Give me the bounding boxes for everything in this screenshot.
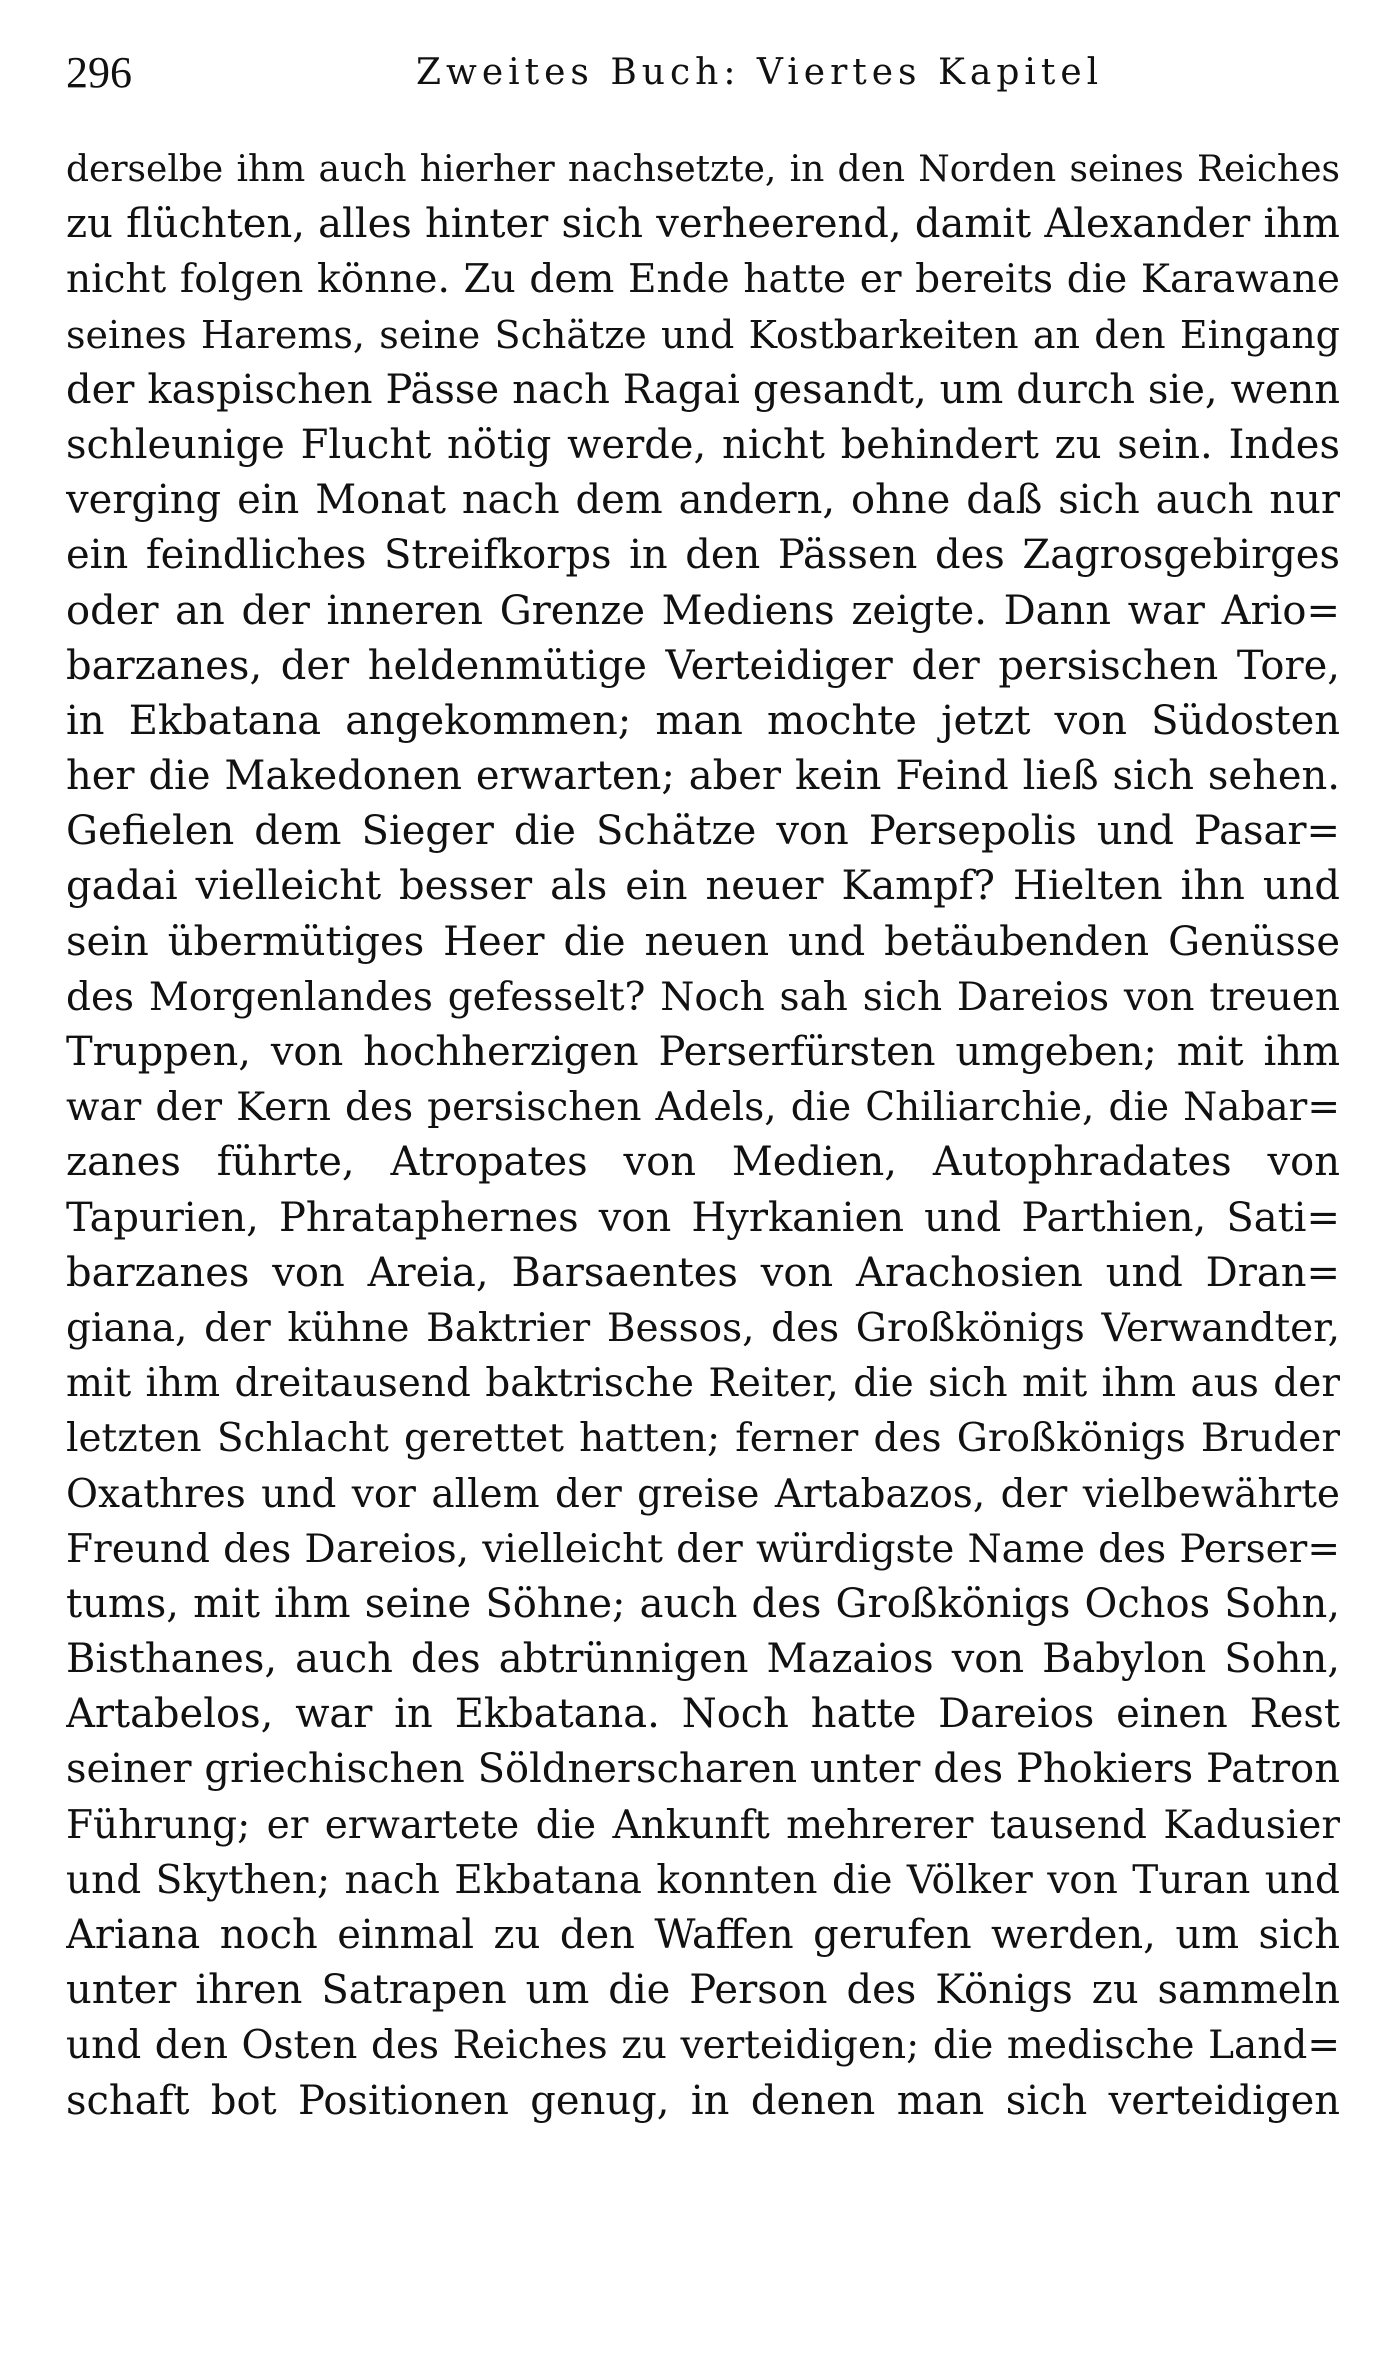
text-line: und den Osten des Reiches zu verteidigen; die medische Land= bbox=[66, 2023, 1340, 2069]
text-line: ein feindliches Streifkorps in den Pässen des Zagrosgebirges bbox=[66, 532, 1340, 579]
page-header bbox=[66, 38, 1326, 108]
text-line: sein übermütiges Heer die neuen und betäubenden Genüsse bbox=[66, 918, 1340, 965]
text-line: mit ihm dreitausend baktrische Reiter, die sich mit ihm aus der bbox=[66, 1361, 1340, 1407]
text-line: Ariana noch einmal zu den Waffen gerufen werden, um sich bbox=[66, 1912, 1340, 1958]
text-line: oder an der inneren Grenze Mediens zeigte. Dann war Ario= bbox=[66, 587, 1340, 634]
text-line: war der Kern des persischen Adels, die Chiliarchie, die Nabar= bbox=[66, 1085, 1340, 1131]
body-text bbox=[66, 142, 1340, 2129]
page-number: 296 bbox=[66, 48, 132, 97]
text-line: gadai vielleicht besser als ein neuer Kampf? Hielten ihn und bbox=[66, 863, 1340, 910]
text-line: giana, der kühne Baktrier Bessos, des Großkönigs Verwandter, bbox=[66, 1305, 1340, 1351]
running-head: Zweites Buch: Viertes Kapitel bbox=[416, 52, 1104, 93]
text-line: Oxathres und vor allem der greise Artabazos, der vielbewährte bbox=[66, 1471, 1340, 1517]
text-line: des Morgenlandes gefesselt? Noch sah sich Dareios von treuen bbox=[66, 974, 1340, 1020]
text-line: schaft bot Positionen genug, in denen man sich verteidigen bbox=[66, 2077, 1340, 2124]
text-line: letzten Schlacht gerettet hatten; ferner des Großkönigs Bruder bbox=[66, 1416, 1340, 1462]
text-line: Tapurien, Phrataphernes von Hyrkanien und Parthien, Sati= bbox=[66, 1194, 1340, 1241]
text-line: unter ihren Satrapen um die Person des Königs zu sammeln bbox=[66, 1967, 1340, 2014]
text-line: Artabelos, war in Ekbatana. Noch hatte Dareios einen Rest bbox=[66, 1691, 1340, 1738]
text-line: tums, mit ihm seine Söhne; auch des Großkönigs Ochos Sohn, bbox=[66, 1580, 1340, 1627]
text-line: her die Makedonen erwarten; aber kein Feind ließ sich sehen. bbox=[66, 753, 1340, 800]
text-line: barzanes von Areia, Barsaentes von Arachosien und Dran= bbox=[66, 1249, 1340, 1296]
text-line: Freund des Dareios, vielleicht der würdigste Name des Perser= bbox=[66, 1526, 1340, 1572]
text-line: seines Harems, seine Schätze und Kostbarkeiten an den Eingang bbox=[66, 312, 1340, 357]
text-line: verging ein Monat nach dem andern, ohne daß sich auch nur bbox=[66, 477, 1340, 524]
text-line: seiner griechischen Söldnerscharen unter des Phokiers Patron bbox=[66, 1746, 1340, 1793]
text-line: Gefielen dem Sieger die Schätze von Persepolis und Pasar= bbox=[66, 808, 1340, 855]
text-line: Führung; er erwartete die Ankunft mehrerer tausend Kadusier bbox=[66, 1802, 1340, 1848]
text-line: derselbe ihm auch hierher nachsetzte, in den Norden seines Reiches bbox=[66, 149, 1340, 190]
text-line: der kaspischen Pässe nach Ragai gesandt, um durch sie, wenn bbox=[66, 366, 1340, 413]
text-line: und Skythen; nach Ekbatana konnten die Völker von Turan und bbox=[66, 1857, 1340, 1903]
text-line: zanes führte, Atropates von Medien, Autophradates von bbox=[66, 1139, 1340, 1186]
text-line: zu flüchten, alles hinter sich verheerend, damit Alexander ihm bbox=[66, 201, 1340, 248]
text-line: Bisthanes, auch des abtrünnigen Mazaios von Babylon Sohn, bbox=[66, 1636, 1340, 1683]
text-line: Truppen, von hochherzigen Perserfürsten umgeben; mit ihm bbox=[66, 1029, 1340, 1075]
text-line: nicht folgen könne. Zu dem Ende hatte er bereits die Karawane bbox=[66, 257, 1340, 303]
text-line: barzanes, der heldenmütige Verteidiger der persischen Tore, bbox=[66, 642, 1340, 689]
text-line: schleunige Flucht nötig werde, nicht behindert zu sein. Indes bbox=[66, 421, 1340, 468]
text-line: in Ekbatana angekommen; man mochte jetzt von Südosten bbox=[66, 697, 1340, 744]
